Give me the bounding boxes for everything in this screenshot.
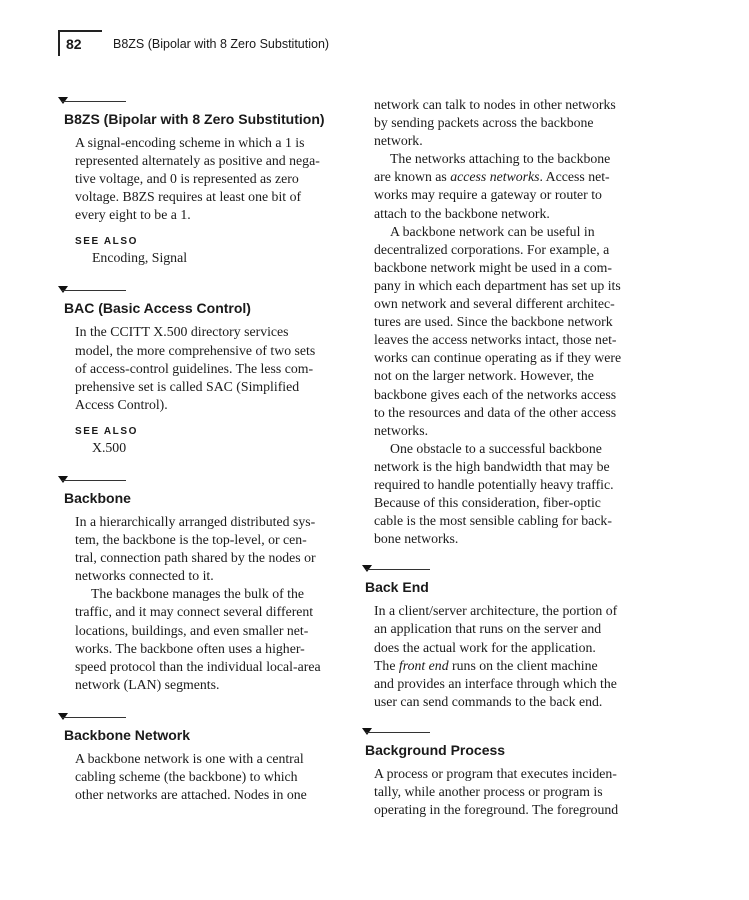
entry-term: BAC (Basic Access Control) — [64, 300, 251, 317]
line: A signal-encoding scheme in which a 1 is — [75, 135, 305, 150]
text: . Access net- — [539, 169, 610, 185]
entry-b8zs — [58, 96, 344, 267]
header-rule-horizontal — [58, 30, 102, 32]
entry-definition — [374, 602, 652, 711]
line: and provides an interface through which the — [374, 675, 617, 691]
line: tral, connection path shared by the nodes or — [75, 550, 316, 566]
line: does the actual work for the application. — [374, 639, 596, 655]
line: cabling scheme (the backbone) to which — [75, 768, 298, 784]
line: The networks attaching to the backbone — [390, 151, 611, 167]
entry-marker-icon — [362, 727, 652, 737]
entry-term: Background Process — [365, 741, 506, 758]
line: The backbone manages the bulk of the — [91, 586, 305, 602]
header-rule-vertical — [58, 30, 60, 56]
line: network can talk to nodes in other networks — [374, 97, 616, 112]
entry-definition — [75, 750, 344, 804]
entry-marker-icon — [58, 96, 344, 106]
line: attach to the backbone network. — [374, 205, 550, 221]
entry-bac — [58, 285, 344, 456]
entry-term: Back End — [365, 579, 429, 596]
line: not on the larger network. However, the — [374, 368, 594, 384]
entry-backbone-network — [58, 712, 344, 804]
entry-marker-icon — [362, 564, 652, 574]
text: are known as — [374, 169, 451, 185]
entry-term: B8ZS (Bipolar with 8 Zero Substitution) — [64, 111, 325, 127]
line: In the CCITT X.500 directory services — [75, 324, 289, 340]
entry-term: Backbone — [64, 489, 131, 506]
see-also-label: SEE ALSO — [75, 425, 138, 437]
line: locations, buildings, and even smaller net- — [75, 622, 309, 638]
line: by sending packets across the backbone — [374, 115, 594, 131]
entry-definition — [374, 765, 652, 819]
line: bone networks. — [374, 531, 459, 547]
line: network is the high bandwidth that may be — [374, 458, 610, 474]
line: traffic, and it may connect several different — [75, 604, 314, 620]
line: tem, the backbone is the top-level, or cen- — [75, 532, 307, 548]
line: network. — [374, 133, 423, 149]
line: Access Control). — [75, 396, 168, 412]
line: represented alternately as positive and nega- — [75, 153, 320, 169]
running-head: B8ZS (Bipolar with 8 Zero Substitution) — [113, 37, 330, 51]
page-header — [58, 30, 718, 66]
line: an application that runs on the server and — [374, 621, 602, 637]
line: cable is the most sensible cabling for back- — [374, 513, 612, 529]
text: The — [374, 657, 399, 673]
line — [374, 657, 652, 675]
line: other networks are attached. Nodes in one — [75, 787, 307, 803]
entry-marker-icon — [58, 285, 344, 295]
entry-backbone — [58, 475, 344, 694]
line: leaves the access networks intact, those net- — [374, 332, 617, 348]
entry-definition — [75, 513, 344, 694]
line: works. The backbone often uses a higher- — [75, 640, 305, 656]
line: model, the more comprehensive of two sets — [75, 342, 316, 358]
line: own network and several different architec- — [374, 296, 615, 312]
line: required to handle potentially heavy traffic. — [374, 476, 614, 492]
line: pany in which each department has set up its — [374, 277, 621, 293]
line: works may require a gateway or router to — [374, 187, 602, 203]
line: backbone gives each of the networks access — [374, 386, 617, 402]
line: In a client/server architecture, the portion of — [374, 603, 618, 619]
line: network (LAN) segments. — [75, 676, 220, 692]
line: works can continue operating as if they were — [374, 350, 622, 366]
see-also-label: SEE ALSO — [75, 236, 138, 248]
line: decentralized corporations. For example, a — [374, 241, 610, 257]
line: In a hierarchically arranged distributed sys- — [75, 513, 316, 529]
line: A process or program that executes inciden- — [374, 765, 617, 781]
entry-definition — [75, 134, 344, 224]
line: tures are used. Since the backbone network — [374, 314, 613, 330]
line — [374, 168, 652, 186]
entry-background-process — [362, 727, 652, 819]
entry-term: Backbone Network — [64, 726, 191, 743]
line: backbone network might be used in a com- — [374, 259, 612, 275]
line: tally, while another process or program is — [374, 784, 603, 799]
entry-marker-icon — [58, 712, 344, 722]
left-column — [58, 96, 344, 804]
line: every eight to be a 1. — [75, 207, 191, 223]
page-number: 82 — [66, 36, 82, 52]
line: to the resources and data of the other access — [374, 404, 617, 420]
line: One obstacle to a successful backbone — [390, 440, 602, 456]
entry-definition — [75, 323, 344, 413]
line: networks connected to it. — [75, 568, 214, 584]
line: A backbone network is one with a central — [75, 750, 304, 766]
text: runs on the client machine — [448, 657, 598, 673]
see-also-reference: Encoding, Signal — [92, 250, 188, 266]
line: user can send commands to the back end. — [374, 693, 603, 709]
entry-marker-icon — [58, 475, 344, 485]
line: voltage. B8ZS requires at least one bit of — [75, 189, 302, 205]
line: prehensive set is called SAC (Simplified — [75, 378, 300, 394]
line: networks. — [374, 422, 429, 438]
line: Because of this consideration, fiber-optic — [374, 495, 601, 511]
line: of access-control guidelines. The less com- — [75, 360, 314, 376]
see-also-reference: X.500 — [92, 439, 127, 455]
line: A backbone network can be useful in — [390, 223, 595, 239]
entry-back-end — [362, 564, 652, 711]
right-column — [362, 96, 652, 819]
line: operating in the foreground. The foreground — [374, 802, 619, 818]
emphasis-term: front end — [398, 657, 449, 673]
emphasis-term: access networks — [450, 169, 540, 185]
entry-definition-continued — [374, 96, 652, 548]
line: speed protocol than the individual local-area — [75, 658, 321, 674]
line: tive voltage, and 0 is represented as zero — [75, 171, 299, 187]
